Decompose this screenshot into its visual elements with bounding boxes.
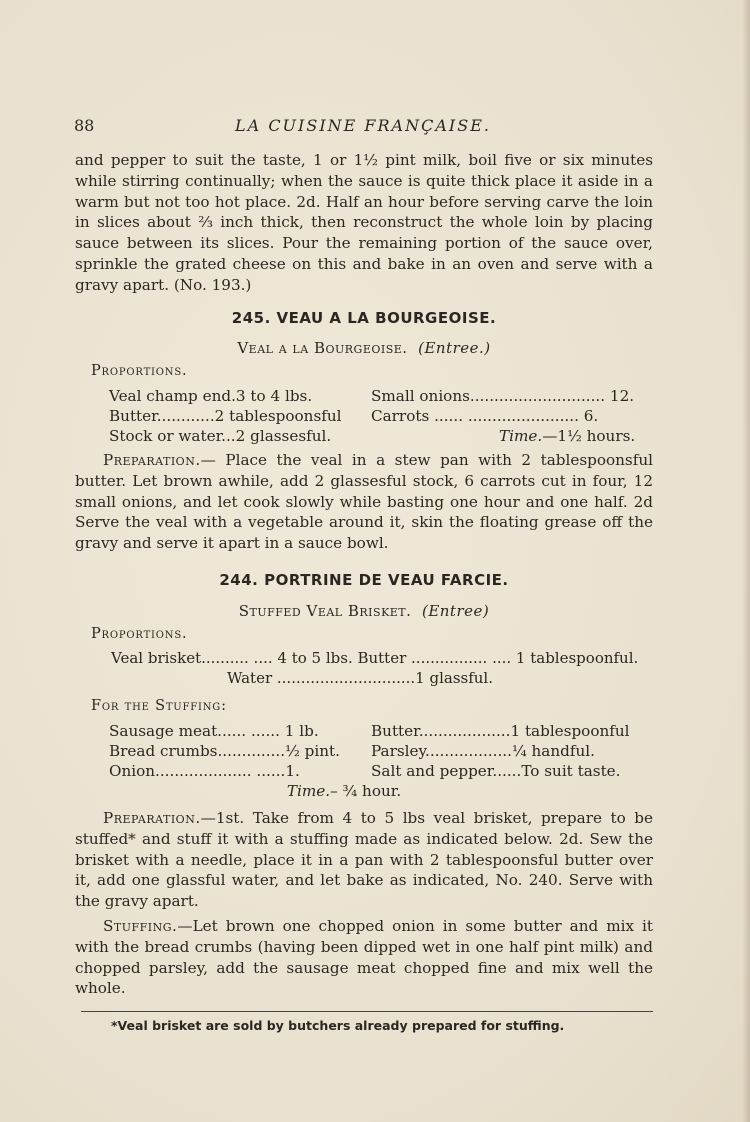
recipe-244-subtitle: Stuffed Veal Brisket. <box>238 601 412 620</box>
stuffing-right: Parsley..................¼ handful. <box>371 742 595 761</box>
time-label: Time. <box>286 782 331 801</box>
ingredient-left: Stock or water...2 glassesful. <box>109 426 332 445</box>
recipe-244-subheading <box>75 601 653 622</box>
stuffing-para-label: Stuffing. <box>103 916 178 935</box>
running-title: LA CUISINE FRANÇAISE. <box>235 116 491 135</box>
stuffing-right: Salt and pepper......To suit taste. <box>371 762 621 781</box>
footnote: *Veal brisket are sold by butchers already prepared for stuffing. <box>111 1018 565 1034</box>
recipe-245-preparation <box>75 450 653 554</box>
page-edge-shadow <box>742 0 750 1122</box>
recipe-244-proportions-line: Veal brisket.......... .... 4 to 5 lbs. Butter ................ .... 1 tablespoonful. <box>111 649 639 668</box>
stuffing-para-text: —Let brown one chopped onion in some butter and mix it with the bread crumbs (having been dipped wet in one half pint milk) and chopped parsley, add the sausage meat chopped fine and mix well the whole. <box>75 916 653 998</box>
recipe-245-ingredients <box>109 386 653 446</box>
recipe-244-water-line: Water .............................1 glassful. <box>227 669 494 688</box>
recipe-244-type: (Entree) <box>421 601 490 620</box>
stuffing-left: Bread crumbs..............½ pint. <box>109 742 340 761</box>
time-label: Time. <box>499 426 543 445</box>
ingredient-right: Small onions............................ 12. <box>371 386 635 405</box>
time-value: —1½ hours. <box>542 426 636 445</box>
recipe-244-proportions-label: Proportions. <box>91 625 188 642</box>
preparation-text: —1st. Take from 4 to 5 lbs veal brisket, prepare to be stuffed* and stuff it with a stuffing made as indicated below. 2d. Sew the brisket with a needle, place it in a pan with 2 tablespoonsful butter over it, add one glassful water, and let bake as indicated, No. 240. Serve with the gravy apart. <box>75 808 653 911</box>
stuffing-paragraph <box>75 916 653 999</box>
preparation-label: Preparation. <box>103 808 201 827</box>
page-number: 88 <box>74 116 95 135</box>
stuffing-ingredients <box>109 721 653 781</box>
preparation-label: Preparation. <box>103 450 201 469</box>
recipe-245-proportions-label: Proportions. <box>91 363 188 380</box>
preparation-text: — Place the veal in a stew pan with 2 tablespoonsful butter. Let brown awhile, add 2 glassesful stock, 6 carrots cut in four, 12 small onions, and let cook slowly while basting one hour and one half. 2d Serve the veal with a vegetable around it, skin the floating grease off the gravy and serve it apart in a sauce bowl. <box>75 450 653 553</box>
stuffing-right: Butter...................1 tablespoonful <box>371 722 630 741</box>
ingredient-right: Carrots ...... ....................... 6. <box>371 406 599 425</box>
intro-paragraph: and pepper to suit the taste, 1 or 1½ pint milk, boil five or six minutes while stirring continually; when the sauce is quite thick place it aside in a warm but not too hot place. 2d. Half an hour before serving carve the loin in slices about ⅔ inch thick, then reconstruct the whole loin by placing sauce between its slices. Pour the remaining portion of the sauce over, sprinkle the grated cheese on this and bake in an oven and serve with a gravy apart. (No. 193.) <box>75 151 653 294</box>
ingredient-left: Veal champ end.3 to 4 lbs. <box>109 386 313 405</box>
page-header <box>74 116 652 140</box>
ingredient-left: Butter............2 tablespoonsful <box>109 406 342 425</box>
page-content <box>75 150 653 1037</box>
stuffing-left: Onion.................... ......1. <box>109 762 300 781</box>
recipe-244-preparation <box>75 808 653 912</box>
stuffing-label: For the Stuffing: <box>91 698 227 715</box>
recipe-244-heading: 244. PORTRINE DE VEAU FARCIE. <box>219 570 509 589</box>
recipe-245-subheading <box>75 338 653 359</box>
recipe-245-subtitle: Veal a la Bourgeoise. <box>237 339 408 358</box>
footnote-rule <box>81 1011 653 1012</box>
recipe-244-time <box>35 781 653 802</box>
recipe-245-type: (Entree.) <box>418 339 491 358</box>
recipe-245-heading: 245. VEAU A LA BOURGEOISE. <box>231 308 497 327</box>
time-value: – ¾ hour. <box>330 782 402 801</box>
stuffing-left: Sausage meat...... ...... 1 lb. <box>109 722 319 741</box>
recipe-245-time <box>371 426 657 446</box>
